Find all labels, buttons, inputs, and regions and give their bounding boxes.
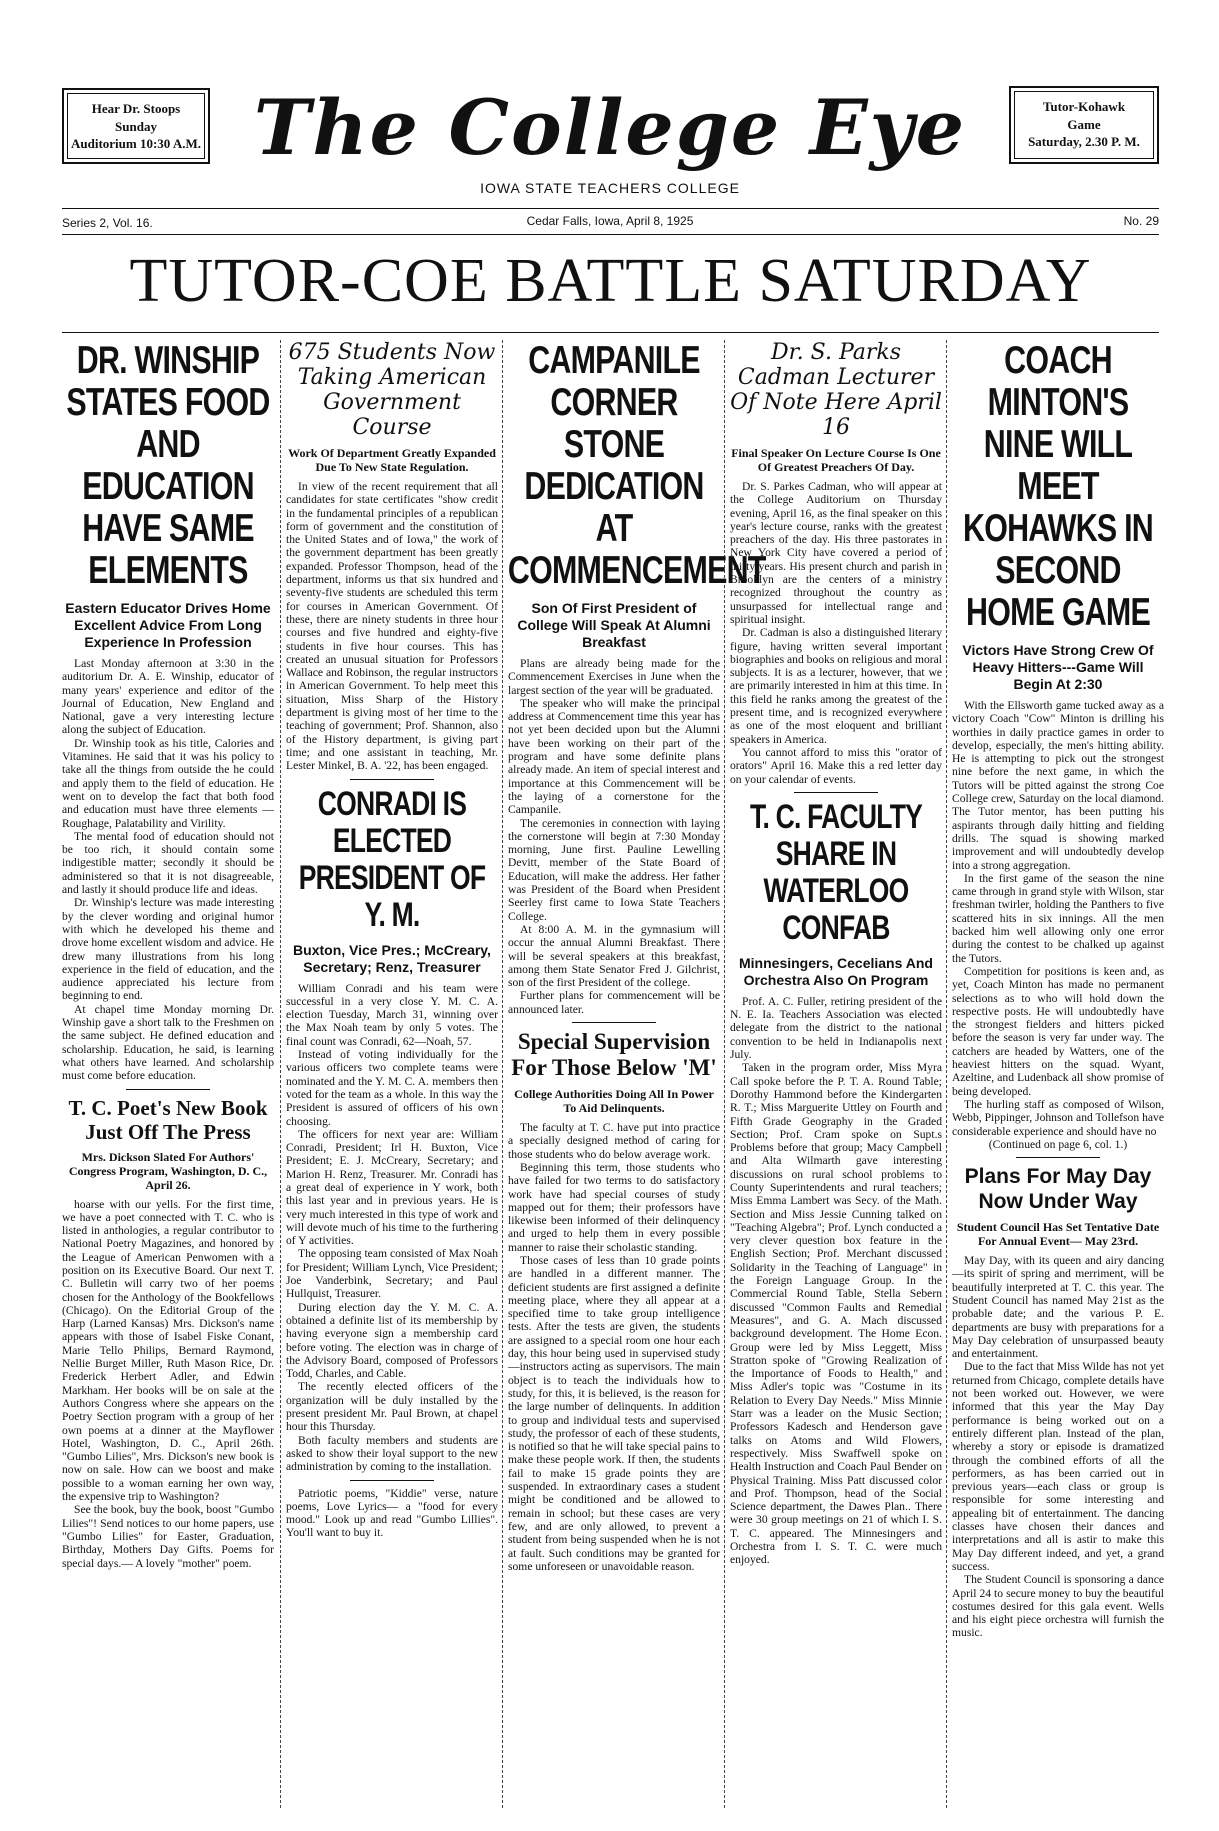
paragraph: The ceremonies in connection with laying the cornerstone will begin at 7:30 Monday morning, June first. Pauline Lewelling Devitt, member of the State Board of Education, will make the address. Her father was President of the Board when President Seerley first came to Iowa State Teachers College. (508, 816, 720, 923)
column-2 (286, 340, 498, 1808)
paragraph: Competition for positions is keen and, as yet, Coach Minton has made no permanent selections as to who will hold down the respective posts. He will undoubtedly have the strongest fielders and hitters picked before the season is very far under way. The catchers are headed by Watters, one of the heaviest hitters on the squad. Wyant, Azeltine, and Ludenback all show promise of being developed. (952, 964, 1164, 1098)
column-1 (62, 340, 274, 1808)
divider (126, 1089, 211, 1090)
paragraph: Beginning this term, those students who have failed for two terms to do satisfactory work have had special courses of study mapped out for them; their professors have likewise been informed of their delinquency and urged to help them in every possible manner to raise their scholastic standing. (508, 1160, 720, 1254)
headline-winship: DR. WINSHIP STATES FOOD AND EDUCATION HAVE SAME ELEMENTS (66, 339, 270, 592)
divider (350, 1480, 435, 1481)
divider (1016, 1157, 1101, 1158)
masthead-rule-top (62, 208, 1159, 209)
headline-minton-nine: COACH MINTON'S NINE WILL MEET KOHAWKS IN SECOND HOME GAME (963, 339, 1153, 634)
column-4 (730, 340, 942, 1808)
column-divider (280, 340, 281, 1808)
deck-winship: Eastern Educator Drives Home Excellent Advice From Long Experience In Profession (65, 600, 271, 650)
paragraph: Both faculty members and students are asked to show their loyal support to the new administration by coming to the installation. (286, 1433, 498, 1474)
paragraph: Further plans for commencement will be announced later. (508, 989, 720, 1016)
headline-campanile: CAMPANILE CORNER STONE DEDICATION AT COMMENCEMENT (507, 339, 766, 592)
paragraph: At chapel time Monday morning Dr. Winship gave a short talk to the Freshmen on the same subject. He defined education and scholarship. Education, he said, is learning what others have learned. And scholarship must come before education. (62, 1002, 274, 1083)
masthead-rule-bottom (62, 234, 1159, 235)
paragraph: Instead of voting individually for the various officers two complete teams were nominated and the Y. M. C. A. members then voted for the team as a whole. In this way the President is assured of officers of his own choosing. (286, 1048, 498, 1128)
paragraph: During election day the Y. M. C. A. obtained a definite list of its membership by having everyone sign a membership card before voting. The election was in charge of the Advisory Board, composed of Professors Todd, Charles, and Cable. (286, 1300, 498, 1381)
paragraph: The speaker who will make the principal address at Commencement time this year has not yet been decided upon but the Alumni have been working on their part of the program and have some definite plans already made. An item of special interest and importance at this Commencement will be the laying of a cornerstone for the Campanile. (508, 696, 720, 817)
banner-rule (62, 332, 1159, 333)
paragraph: The officers for next year are: William Conradi, President; Irl H. Buxton, Vice President; E. J. McCreary, Secretary; and Marion H. Renz, Treasurer. Mr. Conradi has a great deal of experience in Y work, both this last year and in previous years. He is very much interested in this type of work and will devote much of his time to the furthering of Y activities. (286, 1127, 498, 1248)
continued-note: (Continued on page 6, col. 1.) (988, 1137, 1128, 1151)
paragraph: Those cases of less than 10 grade points are handled in a different manner. The deficient students are first assigned a definite meeting place, where they all appear at a specified time to take group intelligence tests. After the tests are given, the students are assigned to a special room one hour each day, this hour being used in supervised study—instructors acting as supervisors. The main object is to teach the individuals how to study, for this, it is believed, is the reason for the large number of delinquents. In addition to group and individual tests and supervised study, the professor of each of these students, is notified so that he will take special pains to make these people work. If then, the students fail to make 15 grade points they are suspended. In extraordinary cases a student might be conditioned and be allowed to remain in school; but these cases are very few, and are only allowed, to prevent a student from being suspended when he is not at fault. Such conditions may be granted for some unforeseen or unavoidable reason. (508, 1253, 720, 1573)
paragraph: Dr. Winship took as his title, Calories and Vitamines. He said that it was his policy to take all the things from outside the he could and apply them to the field of education. He went on to develop the fact that both food and education must have three elements — Roughage, Palatability and Virility. (62, 736, 274, 830)
deck-poet-book: Mrs. Dickson Slated For Authors' Congress Program, Washington, D. C., April 26. (68, 1149, 268, 1192)
ear-line: Game (1067, 116, 1101, 132)
paragraph: hoarse with our yells. For the first time, we have a poet connected with T. C. who is listed in anthologies, a regular contributor to National Poetry Magazines, and honored by the League of American Penwomen with a position on its Executive Board. Our next T. C. Bulletin will carry two of her poems chosen for the Anthology of the Bookfellows (Chicago). On the Editorial Group of the Harp (Larned Kansas) Mrs. Dickson's name appears with those of Isabel Fiske Conant, Marie Tello Philips, Bernard Raymond, Nellie Burget Miller, Ruth Mason Rice, Dr. Frederick Herbert Adler, and Edwin Markham. Her books will be on sale at the Authors Congress where she appears on the Poetry Section program with a group of her own poems at a dinner at the Mayflower Hotel, Washington, D. C., April 26th. "Gumbo Lilies", Mrs. Dickson's new book is now on sale. How can we boost and make possible to a woman earning her own way, the expensive trip to Washington? (62, 1197, 274, 1504)
paragraph: Plans are already being made for the Commencement Exercises in June when the largest section of the year will be graduated. (508, 657, 720, 697)
deck-cadman: Final Speaker On Lecture Course Is One Of Greatest Preachers Of Day. (731, 446, 941, 474)
paragraph: Dr. Cadman is also a distinguished literary figure, having written several important biographies and books on religious and moral subjects. It is as a lecturer, however, that we are primarily interested in him at this time. In this field he ranks among the greatest of the present time, and is recognized everywhere as one of the most eloquent and brilliant speakers in America. (730, 626, 942, 746)
ear-line: Sunday (115, 118, 157, 134)
deck-may-day: Student Council Has Set Tentative Date For Annual Event— May 23rd. (956, 1220, 1160, 1249)
left-ear-box (62, 88, 210, 164)
series-volume: Series 2, Vol. 16. (62, 216, 153, 230)
paragraph: William Conradi and his team were successful in a very close Y. M. C. A. election Tuesday, March 31, winning over the Max Noah team by only 5 votes. The final count was Conradi, 62—Noah, 57. (286, 981, 498, 1048)
headline-cadman: Dr. S. Parks Cadman Lecturer Of Note Here April 16 (730, 340, 942, 440)
paragraph: You cannot afford to miss this "orator of orators" April 16. Make this a red letter day on your calendar of events. (730, 745, 942, 786)
column-divider (502, 340, 503, 1808)
school-name: IOWA STATE TEACHERS COLLEGE (480, 180, 740, 196)
ear-line: Tutor-Kohawk (1042, 99, 1126, 114)
paragraph: The opposing team consisted of Max Noah for President; William Lynch, Vice President; Joe Vanderbink, Secretary; and Paul Hullquist, Treasurer. (286, 1247, 498, 1301)
deck-conradi: Buxton, Vice Pres.; McCreary, Secretary; Renz, Treasurer (293, 941, 491, 975)
column-5 (952, 340, 1164, 1808)
paragraph: In the first game of the season the nine came through in grand style with Wilson, star freshman twirler, holding the Panthers to five scattered hits in six innings. All the men backed him well allowing only one error during the contest to be chalked up against the Tutors. (952, 871, 1164, 965)
divider (572, 1022, 657, 1023)
paragraph: Dr. S. Parkes Cadman, who will appear at the College Auditorium on Thursday evening, April 16, as the final speaker on this year's lecture course, ranks with the greatest preachers of the day. His three pastorates in New York City have covered a period of thirty years. His present church and parish in Brooklyn are the centers of a ministry recognized throughout the country as unsurpassed for intellectual range and spiritual insight. (730, 480, 942, 626)
deck-faculty-confab: Minnesingers, Cecelians And Orchestra Also On Program (739, 954, 933, 988)
paragraph: With the Ellsworth game tucked away as a victory Coach "Cow" Minton is drilling his worthies in daily practice games in order to develop, especially, the men's hitting ability. He is attempting to pick out the strongest nine before the next game, in which the Tutors will be pitted against the strong Coe College crew, Saturday on the local diamond. The Tutor mentor, has been putting his aspirants through daily hitting and fielding drills. The squad is showing marked improvement and will undoubtedly develop into a strong aggregation. (952, 699, 1164, 872)
paragraph: In view of the recent requirement that all candidates for state certificates "show credit in the fundamental principles of a republican form of government and the constitution of the United States and of Iowa," the work of the government department has been greatly expanded. Professor Thompson, head of the department, informs us that six hundred and seventy-five students are scheduled this term for courses in American Government. Of these, there are ninety students in three hour courses and five hundred and eighty-five students in five hour courses. This has created an unusual situation for Professors Wallace and Robinson, the regular instructors in American Government. To help meet this situation, Miss Sharp of the History department is giving most of her time to the teaching of government; Prof. Shannon, also of the History department, is giving part time; and one assistant in teaching, Mr. Lester Minkel, B. A. '22, has been engaged. (286, 480, 498, 773)
headline-government-course: 675 Students Now Taking American Government Course (288, 340, 496, 440)
headline-faculty-confab: T. C. FACULTY SHARE IN WATERLOO CONFAB (749, 797, 923, 947)
headline-poet-book: T. C. Poet's New Book Just Off The Press (68, 1095, 268, 1144)
paragraph: The faculty at T. C. have put into practice a specially designed method of caring for those students who do below average work. (508, 1121, 720, 1161)
column-3 (507, 339, 766, 1808)
paragraph: Dr. Winship's lecture was made interesting by the clever wording and original humor with which he developed his theme and drove home excellent wisdom and advice. He drew many illustrations from his long experience in the field of education, and the audience appreciated his lecture from beginning to end. (62, 896, 274, 1003)
paragraph: Taken in the program order, Miss Myra Call spoke before the P. T. A. Round Table; Dorothy Hammond before the Kindergarten R. T.; Miss Marguerite Uttley on Fourth and Fifth Grade Geography in the Graded Section; Prof. Cram spoke on Supt.s Problems before that group; Macy Campbell and Alta Wilmarth gave interesting discussions on rural school problems to County Superintendents and rural teachers; Miss Emma Lambert was Secy. of the Math. Section and Miss Jessie Cunning talked on "Teaching Algebra"; Prof. Lynch conducted a very clever question box feature in the English Section; Prof. Merchant discussed Solidarity in the Teaching of Language" in the Foreign Language Group. In the Commercial Round Table, Stella Sebern discussed "Common Faults and Remedial Measures", and G. A. Mach discussed background development. The Home Econ. Group were led by Miss Leggett, Miss Stratton spoke of "Growing Realization of the Importance of Foods to Health," and Miss Adler's topic was "Costume in its Relation to Every Day Needs." Miss Minnie Starr was a leader on the Music Section; Professors Kadesch and Henderson gave talks on Atoms and Wild Flowers, respectively. Miss Swaffwell spoke on Health Instruction and Coach Paul Bender on Physical Training. Miss Patt discussed color and Prof. Thompson, head of the Social Science department, the Dawes Plan.. There were 30 group meetings on 21 of which I. S. T. C. appeared. The Minnesingers and Orchestra from I. S. T. C. were much enjoyed. (730, 1061, 942, 1567)
issue-number: No. 29 (1123, 214, 1159, 228)
paragraph: The recently elected officers of the organization will be duly installed by the present president Mr. Paul Brown, at chapel hour this Thursday. (286, 1380, 498, 1434)
paragraph: Patriotic poems, "Kiddie" verse, nature poems, Love Lyrics— a "food for every mood." Look up and read "Gumbo Lillies". You'll want to buy it. (286, 1486, 498, 1540)
paragraph: The mental food of education should not be too rich, it should contain some indigestible matter; secondly it should be administered so that it is not disagreeable, and lastly it should produce life and ideas. (62, 829, 274, 897)
paragraph: Prof. A. C. Fuller, retiring president of the N. E. Ia. Teachers Association was elected delegate from the district to the national convention to be held in Indianapolis next July. (730, 994, 942, 1062)
divider (350, 779, 435, 780)
deck-campanile: Son Of First President of College Will Speak At Alumni Breakfast (517, 600, 711, 650)
headline-conradi: CONRADI IS ELECTED PRESIDENT OF Y. M. (298, 784, 486, 934)
column-divider (946, 340, 947, 1808)
paragraph: At 8:00 A. M. in the gymnasium will occur the annual Alumni Breakfast. There will be several speakers at this breakfast, among them State Senator Fred J. Gilchrist, son of the first President of the college. (508, 922, 720, 990)
paragraph: Due to the fact that Miss Wilde has not yet returned from Chicago, complete details have not been worked out. However, we were informed that this year the May Day performance is being worked out on a entirely different plan. Instead of the plan, whereby a story or episode is dramatized through the combined efforts of all the performers, as has been carried out in previous years—each class or group is responsible for some interesting and appealing bit of entertainment. The dancing classes have chosen their dances and interpretations and all is astir to make this May Day different indeed, and yet, a grand success. (952, 1360, 1164, 1573)
ear-line: Saturday, 2.30 P. M. (1028, 134, 1140, 150)
deck-minton-nine: Victors Have Strong Crew Of Heavy Hitters---Game Will Begin At 2:30 (962, 642, 1154, 692)
headline-special-supervision: Special Supervision For Those Below 'M' (511, 1029, 717, 1081)
banner-headline: TUTOR-COE BATTLE SATURDAY (129, 247, 1092, 315)
dateline: Cedar Falls, Iowa, April 8, 1925 (526, 214, 694, 228)
right-ear-box (1009, 86, 1159, 164)
headline-may-day: Plans For May Day Now Under Way (964, 1165, 1152, 1214)
deck-government-course: Work Of Department Greatly Expanded Due To New State Regulation. (288, 446, 496, 474)
ear-line: Auditorium 10:30 A.M. (71, 136, 201, 152)
ear-line: Hear Dr. Stoops (91, 101, 181, 116)
paragraph: The Student Council is sponsoring a dance April 24 to secure money to buy the beautiful costumes desired for this gala event. Wells and his eight piece orchestra will furnish the music. (952, 1573, 1164, 1640)
paragraph: See the book, buy the book, boost "Gumbo Lilies"! Send notices to our home papers, use "Gumbo Lilies" for Easter, Graduation, Birthday, Mothers Day Gifts. Poems for special days.— A lovely "mother" poem. (62, 1503, 274, 1570)
paragraph: May Day, with its queen and airy dancing—its spirit of spring and merriment, will be beautifully interpreted at T. C. this year. The Student Council has named May 21st as the probable date; and the various P. E. departments are busy with preparations for a May Day celebration of unsurpassed beauty and entertainment. (952, 1254, 1164, 1361)
divider (794, 792, 879, 793)
paragraph: The hurling staff as composed of Wilson, Webb, Pippinger, Johnson and Tollefson have considerable experience and should have no (952, 1097, 1164, 1138)
paragraph: Last Monday afternoon at 3:30 in the auditorium Dr. A. E. Winship, educator of many years' experience and editor of the Journal of Education, New England and National, gave a very interesting lecture along the subject of Education. (62, 657, 274, 737)
deck-special-supervision: College Authorities Doing All In Power To Aid Delinquents. (514, 1087, 714, 1116)
masthead-title: The College Eye (253, 83, 967, 172)
